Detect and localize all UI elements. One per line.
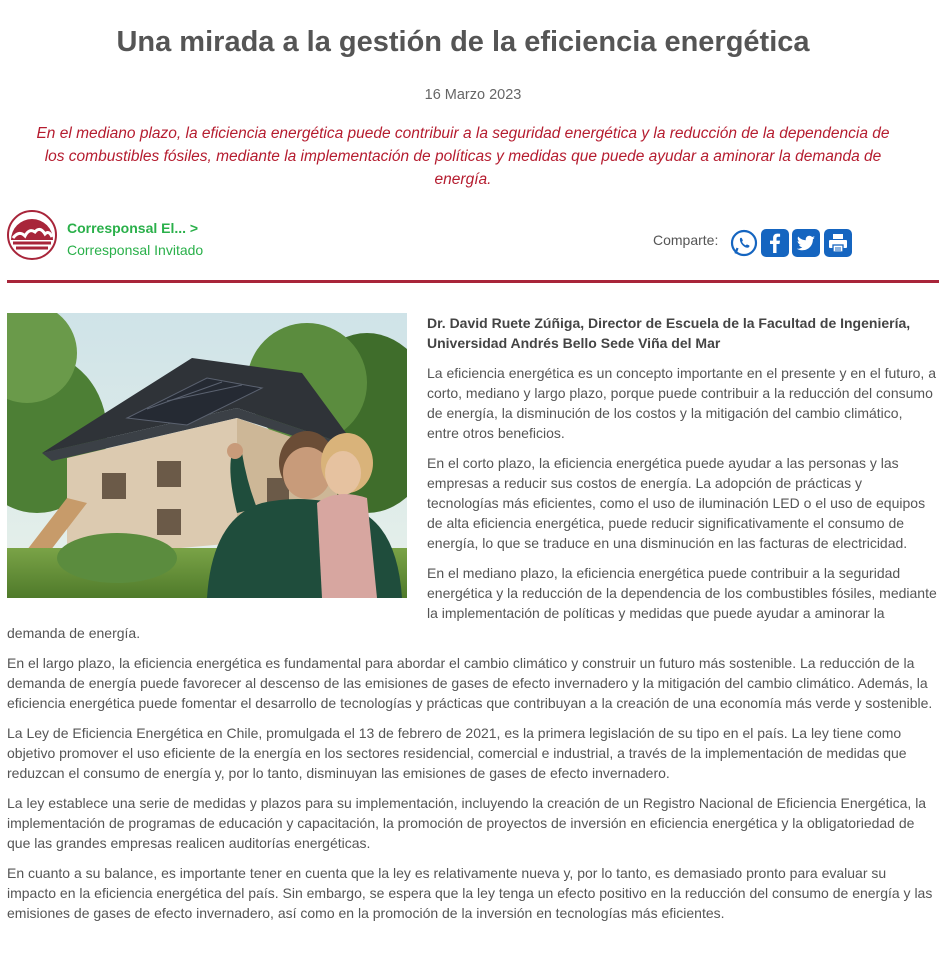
article-paragraph: La eficiencia energética es un concepto importante en el presente y en el futuro, a corto, mediano y largo plazo, porque puede contribuir a la reducción del consumo de energía, la disminución de los costos y la mitigación del cambio climático, entre otros beneficios. [427,365,936,441]
article-paragraph: En cuanto a su balance, es importante tener en cuenta que la ley es relativamente nueva y, por lo tanto, es demasiado pronto para evaluar su impacto en la eficiencia energética del país. Sin embargo, se espera que la ley tenga un efecto positivo en la reducción del consumo de energía y las emisiones de gases de efecto invernadero, así como en la promoción de la inversión en tecnologías más eficientes. [7,865,933,921]
author-role: Corresponsal Invitado [67,242,204,258]
article-paragraph: En el largo plazo, la eficiencia energética es fundamental para abordar el cambio climático y construir un futuro más sostenible. La reducción de la demanda de energía puede favorecer al descenso de las emisiones de gases de efecto invernadero y la mitigación del cambio climático. Además, la eficiencia energética puede fomentar el desarrollo de tecnologías y prácticas que contribuyan a la creación de una economía más verde y sostenible. [7,655,933,711]
article-lead: En el mediano plazo, la eficiencia energética puede contribuir a la seguridad energética y la reducción de la dependencia de los combustibles fósiles, mediante la implementación de políticas y medidas que puede ayudar a aminorar la demanda de energía. [36,125,890,188]
article-paragraph: La ley establece una serie de medidas y plazos para su implementación, incluyendo la creación de un Registro Nacional de Eficiencia Energética, la implementación de programas de educación y capacitación, la promoción de proyectos de inversión en eficiencia energética y la obligatoriedad de que las grandes empresas realicen auditorías energéticas. [7,795,927,851]
share-bar [653,228,863,260]
print-icon[interactable] [824,229,852,257]
article-date: 16 Marzo 2023 [424,87,522,103]
house-photo [7,313,407,598]
header-divider [7,280,939,283]
author-name-link[interactable]: Corresponsal El... > [67,220,199,236]
share-label: Comparte: [653,232,719,248]
article-paragraph: La Ley de Eficiencia Energética en Chile, promulgada el 13 de febrero de 2021, es la primera legislación de su tipo en el país. La ley tiene como objetivo promover el uso eficiente de la energía en los sectores residencial, comercial e industrial, a través de la implementación de medidas que reduzcan el consumo de energía y, por lo tanto, disminuyan las emisiones de gases de efecto invernadero. [7,725,907,781]
author-block [7,210,307,260]
article-byline: Dr. David Ruete Zúñiga, Director de Escuela de la Facultad de Ingeniería, Universidad Andrés Bello Sede Viña del Mar [427,315,911,351]
twitter-icon[interactable] [792,229,820,257]
wave-logo-icon[interactable] [7,210,57,260]
whatsapp-icon[interactable] [730,229,758,257]
facebook-icon[interactable] [761,229,789,257]
article-paragraph: En el corto plazo, la eficiencia energética puede ayudar a las personas y las empresas a reducir sus costos de energía. La adopción de prácticas y tecnologías más eficientes, como el uso de iluminación LED o el uso de equipos de alta eficiencia energética, puede reducir significativamente el consumo de energía, lo que se traduce en una disminución en las facturas de electricidad. [427,455,926,551]
article-paragraph: En el mediano plazo, la eficiencia energética puede contribuir a la seguridad energética y la reducción de la dependencia de los combustibles fósiles, mediante la implementación de políticas y medidas que puede ayudar a aminorar la demanda de energía. [7,565,937,641]
article-body [7,313,937,933]
article-title: Una mirada a la gestión de la eficiencia energética [116,26,810,58]
